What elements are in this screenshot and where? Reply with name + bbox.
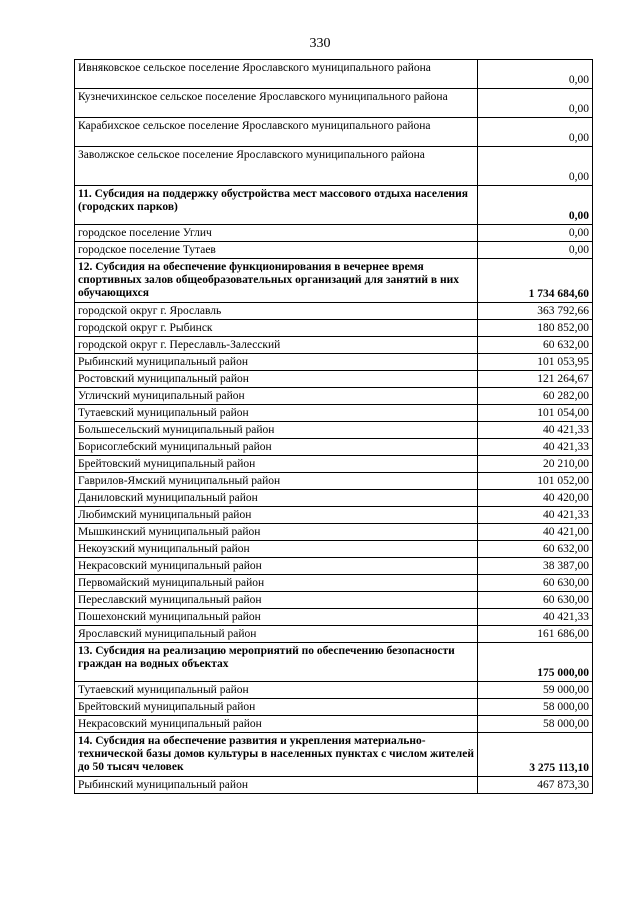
table-row xyxy=(75,242,593,259)
amount-cell: 0,00 xyxy=(478,225,593,242)
amount-cell: 0,00 xyxy=(478,118,593,147)
amount-cell: 40 420,00 xyxy=(478,490,593,507)
recipient-name: Первомайский муниципальный район xyxy=(75,575,478,592)
amount-cell: 0,00 xyxy=(478,89,593,118)
amount-cell: 38 387,00 xyxy=(478,558,593,575)
table-row xyxy=(75,473,593,490)
amount-cell: 180 852,00 xyxy=(478,320,593,337)
table-row xyxy=(75,490,593,507)
recipient-name: Борисоглебский муниципальный район xyxy=(75,439,478,456)
section-total: 0,00 xyxy=(478,186,593,225)
recipient-name: Тутаевский муниципальный район xyxy=(75,405,478,422)
recipient-name: Некоузский муниципальный район xyxy=(75,541,478,558)
recipient-name: Любимский муниципальный район xyxy=(75,507,478,524)
amount-cell: 467 873,30 xyxy=(478,777,593,794)
amount-cell: 161 686,00 xyxy=(478,626,593,643)
table-row xyxy=(75,118,593,147)
table-row xyxy=(75,524,593,541)
table-row xyxy=(75,405,593,422)
table-row xyxy=(75,303,593,320)
amount-cell: 40 421,00 xyxy=(478,524,593,541)
table-row xyxy=(75,225,593,242)
page-number: 330 xyxy=(309,36,331,51)
recipient-name: Некрасовский муниципальный район xyxy=(75,716,478,733)
amount-cell: 363 792,66 xyxy=(478,303,593,320)
section-title: 11. Субсидия на поддержку обустройства мест массового отдыха населения (городских парков) xyxy=(75,186,478,225)
section-title: 12. Субсидия на обеспечение функционирования в вечернее время спортивных залов общеобразовательных организаций для занятий в них обучающихся xyxy=(75,259,478,303)
section-total: 175 000,00 xyxy=(478,643,593,682)
table-row xyxy=(75,60,593,89)
table-row xyxy=(75,456,593,473)
recipient-name: Заволжское сельское поселение Ярославского муниципального района xyxy=(75,147,478,186)
amount-cell: 60 630,00 xyxy=(478,592,593,609)
recipient-name: Гаврилов-Ямский муниципальный район xyxy=(75,473,478,490)
recipient-name: Карабихское сельское поселение Ярославского муниципального района xyxy=(75,118,478,147)
recipient-name: Рыбинский муниципальный район xyxy=(75,777,478,794)
recipient-name: Переславский муниципальный район xyxy=(75,592,478,609)
recipient-name: Мышкинский муниципальный район xyxy=(75,524,478,541)
recipient-name: Брейтовский муниципальный район xyxy=(75,699,478,716)
table-row xyxy=(75,699,593,716)
section-total: 1 734 684,60 xyxy=(478,259,593,303)
section-title: 13. Субсидия на реализацию мероприятий по обеспечению безопасности граждан на водных объектах xyxy=(75,643,478,682)
recipient-name: Ивняковское сельское поселение Ярославского муниципального района xyxy=(75,60,478,89)
amount-cell: 40 421,33 xyxy=(478,439,593,456)
table-row xyxy=(75,507,593,524)
amount-cell: 0,00 xyxy=(478,242,593,259)
table-row xyxy=(75,558,593,575)
amount-cell: 60 630,00 xyxy=(478,575,593,592)
recipient-name: Угличский муниципальный район xyxy=(75,388,478,405)
recipient-name: Ярославский муниципальный район xyxy=(75,626,478,643)
amount-cell: 60 282,00 xyxy=(478,388,593,405)
recipient-name: городской округ г. Рыбинск xyxy=(75,320,478,337)
table-row xyxy=(75,626,593,643)
section-total: 3 275 113,10 xyxy=(478,733,593,777)
amount-cell: 59 000,00 xyxy=(478,682,593,699)
amount-cell: 20 210,00 xyxy=(478,456,593,473)
table-row xyxy=(75,541,593,558)
table-row xyxy=(75,609,593,626)
amount-cell: 58 000,00 xyxy=(478,716,593,733)
section-row xyxy=(75,733,593,777)
section-row xyxy=(75,643,593,682)
recipient-name: городское поселение Углич xyxy=(75,225,478,242)
amount-cell: 60 632,00 xyxy=(478,541,593,558)
recipient-name: городское поселение Тутаев xyxy=(75,242,478,259)
subsidy-table-body xyxy=(75,60,593,794)
section-row xyxy=(75,186,593,225)
table-row xyxy=(75,592,593,609)
amount-cell: 60 632,00 xyxy=(478,337,593,354)
amount-cell: 58 000,00 xyxy=(478,699,593,716)
table-row xyxy=(75,422,593,439)
table-row xyxy=(75,320,593,337)
table-row xyxy=(75,337,593,354)
table-row xyxy=(75,371,593,388)
table-row xyxy=(75,777,593,794)
amount-cell: 40 421,33 xyxy=(478,507,593,524)
recipient-name: Рыбинский муниципальный район xyxy=(75,354,478,371)
amount-cell: 40 421,33 xyxy=(478,422,593,439)
table-row xyxy=(75,682,593,699)
table-row xyxy=(75,388,593,405)
amount-cell: 101 052,00 xyxy=(478,473,593,490)
amount-cell: 0,00 xyxy=(478,147,593,186)
recipient-name: Кузнечихинское сельское поселение Ярославского муниципального района xyxy=(75,89,478,118)
recipient-name: городской округ г. Ярославль xyxy=(75,303,478,320)
amount-cell: 40 421,33 xyxy=(478,609,593,626)
amount-cell: 101 054,00 xyxy=(478,405,593,422)
recipient-name: Некрасовский муниципальный район xyxy=(75,558,478,575)
table-row xyxy=(75,147,593,186)
table-row xyxy=(75,89,593,118)
section-title: 14. Субсидия на обеспечение развития и укрепления материально-технической базы домов культуры в населенных пунктах с числом жителей до 50 тысяч человек xyxy=(75,733,478,777)
amount-cell: 0,00 xyxy=(478,60,593,89)
amount-cell: 101 053,95 xyxy=(478,354,593,371)
recipient-name: Пошехонский муниципальный район xyxy=(75,609,478,626)
subsidy-table xyxy=(74,59,593,794)
recipient-name: Брейтовский муниципальный район xyxy=(75,456,478,473)
table-row xyxy=(75,716,593,733)
recipient-name: Даниловский муниципальный район xyxy=(75,490,478,507)
recipient-name: Ростовский муниципальный район xyxy=(75,371,478,388)
recipient-name: городской округ г. Переславль-Залесский xyxy=(75,337,478,354)
table-row xyxy=(75,354,593,371)
section-row xyxy=(75,259,593,303)
recipient-name: Тутаевский муниципальный район xyxy=(75,682,478,699)
amount-cell: 121 264,67 xyxy=(478,371,593,388)
table-row xyxy=(75,439,593,456)
recipient-name: Большесельский муниципальный район xyxy=(75,422,478,439)
table-row xyxy=(75,575,593,592)
